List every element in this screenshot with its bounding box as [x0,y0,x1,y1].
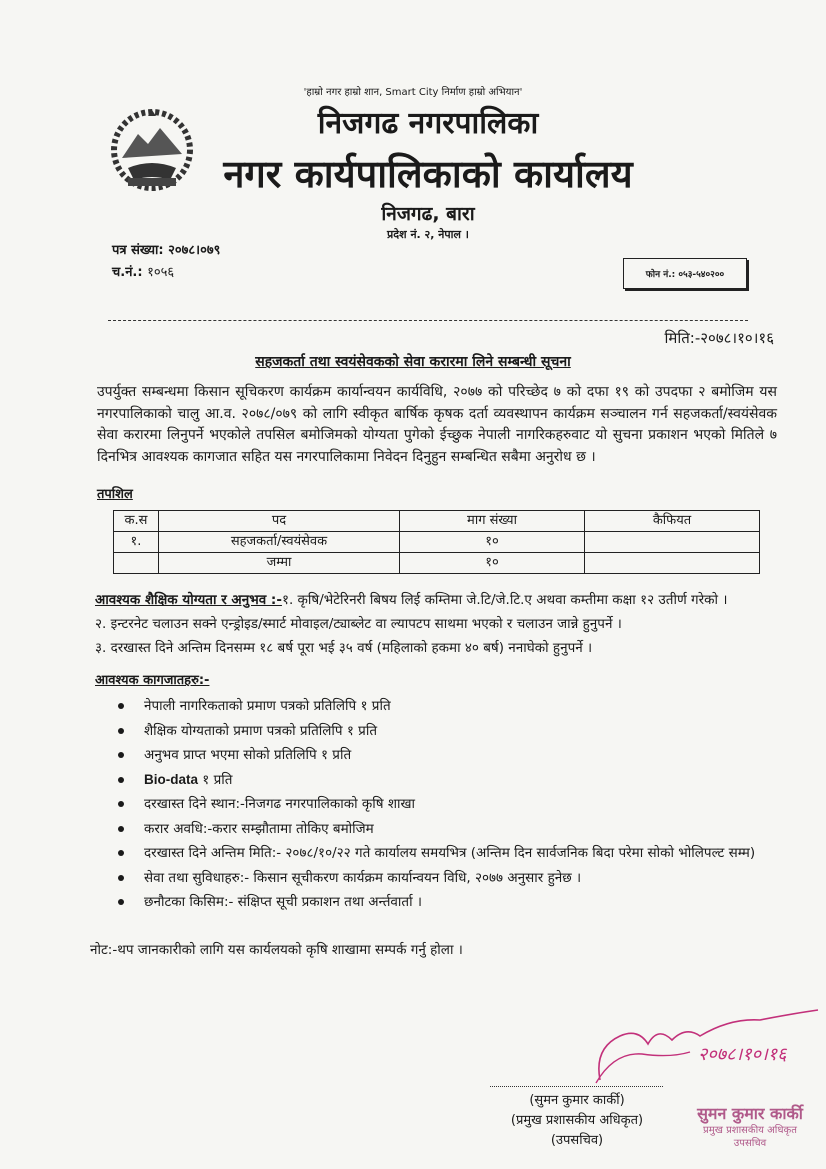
documents-list [112,696,762,912]
qualifications-label: आवश्यक शैक्षिक योग्यता र अनुभव :- [95,592,282,608]
documents-heading: आवश्यक कागजातहरु:- [95,673,210,688]
stamp-name: सुमन कुमार कार्की [697,1104,803,1123]
qualification-item: २. इन्टरनेट चलाउन सक्ने एन्ड्रोइड/स्मार्ट मोवाइल/ट्याब्लेट वा ल्यापटप साथमा भएको र चलाउन जान्ने हुनुपर्ने । [95,616,622,632]
table-total-row [114,553,760,574]
municipality-name: निजगढ नगरपालिका [317,106,539,141]
slogan: 'हाम्रो नगर हाम्रो शान, Smart City निर्माण हाम्रो अभियान' [303,87,523,98]
document-item: करार अवधि:-करार सम्झौतामा तोकिए बमोजिम [112,819,762,839]
handwritten-signature [590,1008,820,1084]
table-title: तपशिल [97,487,133,502]
table-cell: १. [114,532,159,553]
dispatch-number-label: च.नं.: [112,265,143,280]
table-cell [114,553,159,574]
table-header-row [114,511,760,532]
table-cell: १० [400,553,585,574]
office-location: निजगढ, बारा [381,203,475,225]
office-name: नगर कार्यपालिकाको कार्यालय [223,152,633,196]
header-cell: पद [159,511,400,532]
document-item [112,770,762,790]
header-cell: कैफियत [585,511,760,532]
document-item: नेपाली नागरिकताको प्रमाण पत्रको प्रतिलिपि १ प्रति [112,696,762,716]
signatory-title: (प्रमुख प्रशासकीय अधिकृत) [510,1113,644,1128]
document-item: दरखास्त दिने स्थान:-निजगढ नगरपालिकाको कृषि शाखा [112,794,762,814]
signatory-rank: (उपसचिव) [550,1133,604,1148]
stamp-rank: उपसचिव [733,1138,767,1149]
table-row [114,532,760,553]
phone-box: फोन नं.: ०५३-५४०२०० [623,258,747,289]
dispatch-number-value: १०५६ [147,265,175,280]
province: प्रदेश नं. २, नेपाल । [387,228,469,241]
notice-content [0,328,826,960]
header-cell: क.स [114,511,159,532]
qualifications [95,588,775,660]
header-cell: माग संख्या [400,511,585,532]
signature-line [490,1086,663,1087]
note: नोट:-थप जानकारीको लागि यस कार्यलयको कृषि शाखामा सम्पर्क गर्नु होला । [90,942,463,958]
biodata-label: Bio-data [144,771,198,787]
qualification-item: १. कृषि/भेटेरिनरी बिषय लिई कम्तिमा जे.टि/जे.टि.ए अथवा कम्तीमा कक्षा १२ उतीर्ण गरेको । [281,592,728,608]
document-item: सेवा तथा सुविधाहरु:- किसान सूचीकरण कार्यक्रम कार्यान्वयन विधि, २०७७ अनुसार हुनेछ । [112,868,762,888]
document-item: दरखास्त दिने अन्तिम मिति:- २०७८/१०/२२ गते कार्यालय समयभित्र (अन्तिम दिन सार्वजनिक बिदा परेमा सोको भोलिपल्ट सम्म) [112,843,762,863]
name-stamp [676,1104,824,1150]
dispatch-number [112,264,174,282]
date: मिति:-२०७८।१०।१६ [664,329,774,347]
table-cell: १० [400,532,585,553]
table-cell: जम्मा [159,553,400,574]
notice-body: उपर्युक्त सम्बन्धमा किसान सूचिकरण कार्यक्रम कार्यान्वयन कार्यविधि, २०७७ को परिच्छेद ७ को दफा १९ को उपदफा २ बमोजिम यस नगरपालिकाको चालु आ.व. २०७८/०७९ को लागि स्वीकृत बार्षिक कृषक दर्ता व्यवस्थापन कार्यक्रम सञ्चालन गर्न सहजकर्ता/स्वयंसेवक सेवा करारमा लिनुपर्ने भएकोले तपसिल बमोजिमको योग्यता पुगेको ईच्छुक नेपाली नागरिकहरुवाट यो सुचना प्रकाशन भएको मितिले ७ दिनभित्र आवश्यक कागजात सहित यस नगरपालिकामा निवेदन दिनुहुन सम्बन्धित सबैमा अनुरोध छ । [97,384,777,465]
document-item: शैक्षिक योग्यताको प्रमाण पत्रको प्रतिलिपि १ प्रति [112,721,762,741]
signatory-name: (सुमन कुमार कार्की) [529,1093,625,1108]
divider [108,320,748,321]
qualification-item: ३. दरखास्त दिने अन्तिम दिनसम्म १८ बर्ष पूरा भई ३५ वर्ष (महिलाको हकमा ४० बर्ष) ननाघेको हुनुपर्ने । [95,640,593,656]
table-cell [585,532,760,553]
table-cell [585,553,760,574]
signature-date: २०७८।१०।१६ [698,1044,787,1065]
notice-heading: सहजकर्ता तथा स्वयंसेवकको सेवा करारमा लिने सम्बन्धी सूचना [255,354,571,370]
letter-number: पत्र संख्या: २०७८।०७९ [112,243,221,258]
positions-table [113,510,760,574]
biodata-suffix: १ प्रति [198,771,233,788]
stamp-title: प्रमुख प्रशासकीय अधिकृत [703,1125,797,1136]
document-item: छनौटका किसिम:- संक्षिप्त सूची प्रकाशन तथा अर्न्तवार्ता । [112,892,762,912]
document-item: अनुभव प्राप्त भएमा सोको प्रतिलिपि १ प्रति [112,745,762,765]
table-cell: सहजकर्ता/स्वयंसेवक [159,532,400,553]
